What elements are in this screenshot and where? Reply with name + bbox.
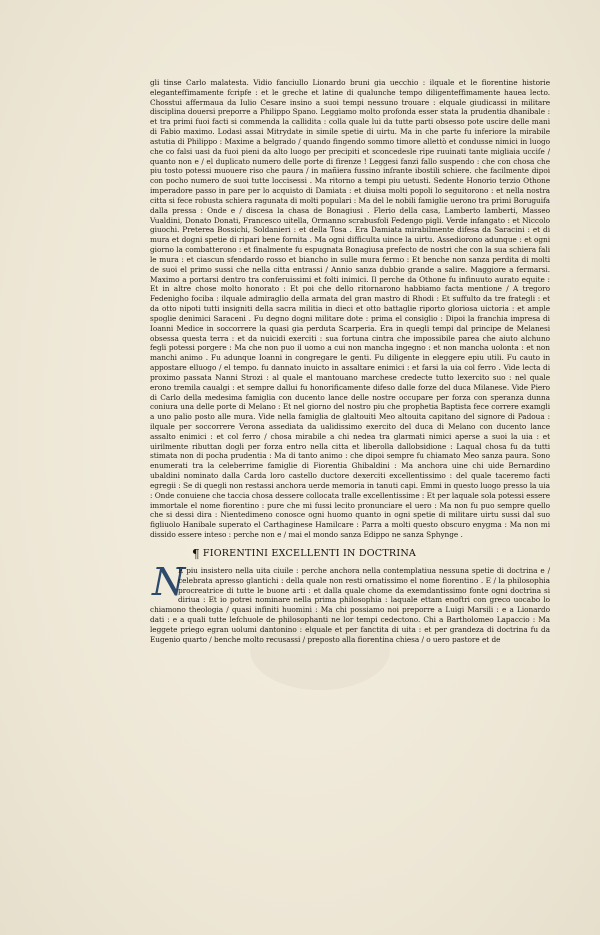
doctrina-paragraph: E piu insistero nella uita ciuile : perche anchora nella contemplatiua nessuna spetie di doctrina e / celebrata apresso glantichi : della quale non resti ornatissimo el nome fiorentino . E / la philosophia procreatrice di tutte le buone arti : et dalla quale chome da exemdantissimo fonte ogni doctrina si diriua : Et io potrei nominare nella prima philosophia : laquale ettam enoftri con greco uocabo lo chiamono theologia / quasi infiniti huomini : Ma chi possiamo noi preporre a Luigi Marsili : e a Lionardo dati : e a quali tutte lefchuole de philosophanti ne lor tempi cedectono. Chi a Bartholomeo Lapaccio : Ma leggete priego egran uolumi dantonino : elquale et per fanctita di uita : et per grandeza di doctrina fu da Eugenio quarto / benche molto recusassi / preposto alla fiorentina chiesa / o uero pastore et de — [150, 565, 550, 644]
body-paragraph: gli tinse Carlo malatesta. Vidio fanciullo Lionardo bruni gia uecchio : ilquale et le fiorentine historie eleganteffimamente fcripfe : et le greche et latine di qualunche tempo diligenteffimamente hauea lecto. Chosstui affermaua da Iulio Cesare insino a suoi tempi nessuno trouare : elquale giudicassi in militare disciplina douersi preporre a Philippo Spano. Leggiamo molto profonda esser stata la prudentia dhanibale : et tra primi fuoi facti si commenda la callidita : colla quale lui da tutte parti obsesso pote uscire delle mani di Fabio maximo. Lodasi assai Mitrydate in simile spetie di uirtu. Ma in che parte fu inferiore la mirabile astutia di Philippo : Maxime a belgrado / quando fingendo sommo timore allettò et condusse nimici in luogo che co falsi uasi da fuoi pieni da alto luogo per precipiti et sconcedesle ripe ruuinati tante migliaia ucciſe / quanto non e / el duplicato numero delle porte di firenze ! Leggesi fanzi fallo suspendo : che con chosa che piu tosto potessi muouere riso che paura / in mañiera fussino inſrante ibostili schiere. che facilmente dipoi con pocho numero de suoi tutte loccisessi . Ma ritorno a tempi piu uetusti. Sedente Honorio terzio Othone imperadore passo in pare per lo acquisto di Damiata : et diuisa molti popoli lo seguitorono : et nella nostra citta si fece robusta schiera ragunata di molti populari : Ma del le nobili famiglie uerono tra primi Boruguifa dalla pressa : Onde e / discesa la chasa de Bonagiusi . Flerio della casa, Lamberto lamberti, Masseo Vualdini, Donato Donati, Francesco uitella, Ormanno scrabusfoli Fedengo pigli. Verde infangato : et Niccolo giuochi. Preterea Bossichi, Soldanieri : et della Tosa . Era Damiata mirabilmente difesa da Saracini : et di mura et dogni spetie di ripari bene fornita . Ma ogni difficulta uince la uirtu. Assediorono adunque : et ogni giorno la combatterono : et finalmente fu espugnata Bonagiusa prefecto de nostri che con la sua schiera fali le mura : et ciascun sfendardo rosso et biancho in sulle mura fermo : Et benche non sanza perdita di molti de suoi el primo sussi che nella citta entrassi / Annio sanza dubbio grande a salire. Maggiore a fermarsi. Maximo a portarsi dentro tra conferuissimi et folti inimici. Il perche da Othone fu infinuuto aurato equite : Et in altre chose molto honorato : Et poi che dello ritornarono habbiamo facta mentione / A tregoro Fedenigho fociba : ilquale admiraglio della armata del gran mastro di Rhodi : Et suffulto da tre frategli : et da otto nipoti tutti insigniti della sacra militia in dieci et otto battaglie riporto gloriosa uictoria : et ample spoglie denimici Saraceni . Fu degno dogni militare dote : prima el consiglio : Dipoi la franchia impresa di Ioanni Medice in soccorrere la quasi gia perduta Scarperia. Era in quegli tempi dal principe de Melanesi obsessa questa terra : et da nuicidi exerciti : sua fortuna cintra che impossibile parea che aiuto alchuno fegli potessi porgere : Ma che non puo il uomo a cui non mancha ingegno : et non mancha uolonta : et non manchi animo . Fu adunque Ioanni in congregare le genti. Fu diligente in eleggere epiu utili. Fu cauto in appostare elluogo / el tempo. fu dannato inuicto in assaltare enimici : et farsi la uia col ferro . Vide lecta di proximo passata Nanni Strozi : al quale el mantouano marchese credecte tutto lexercito suo : nel quale erono tremila caualgi : et sempre dallui fu honorificamente difeso dalle forze del duca Milanese. Vide Piero di Carlo della medesima famiglia con ducento lance delle nostre occupare per forza con speranza dunna coniura una delle porte di Melano : Et nel giorno del nostro piu che prophetia Baptista fece correre examgli a uno palio posto alle mura. Vide nella famiglia de glaltouiti Meo altouita capitano del signore di Padoua : ilquale per soccorrere Verona assediata da ualidissimo exercito del duca di Melano con ducento lance assalto enimici : et col ferro / chosa mirabile a chi nedea tra glarmati nimici aperse a suoi la uia : et uirilmente ributtan dogli per forza entro nella citta et liberolla dallobsidione : Laqual chosa fu da tutti stimata non di pocha prudentia : Ma di tanto animo : che dipoi sempre fu chiamato Meo sanza paura. Sono enumerati tra la celeberrime famiglie di Fiorentia Ghibaldini : Ma anchora uine chi uide Bernardino ubaldini nominato dalla Carda loro castello ductore dexerciti excellentissimo : del quale taceremo facti egregii : Se di quegli non restassi anchora uerde memoria in tanuti capi. Emmi in questo luogo presso la uia : Onde conuiene che taccia chosa dessere collocata tralle excellentissime : Et per laquale sola potessi essere immortale el nome fiorentino : pure che mi fussi lecito pronunciare el uero : Ma non fu puo sempre quello che si dessi dira : Nientedimeno conosce ogni huomo quanto in ogni spetie di militare uirtu sussi dal suo figliuolo Hanibale superato el Carthaginese Hamilcare : Parra a molti questo obscuro enygma : Ma non mi dissido essere inteso : perche non e / mai el mondo sanza Edippo ne sanza Sphynge . — [150, 78, 551, 540]
pilcrow-icon: ¶ — [192, 546, 200, 561]
doctrina-section — [150, 559, 550, 645]
text-column — [150, 78, 550, 645]
decorated-initial: N — [152, 559, 186, 604]
section-heading-text: FIORENTINI EXCELLENTI IN DOCTRINA — [202, 548, 417, 560]
section-heading — [150, 547, 550, 561]
